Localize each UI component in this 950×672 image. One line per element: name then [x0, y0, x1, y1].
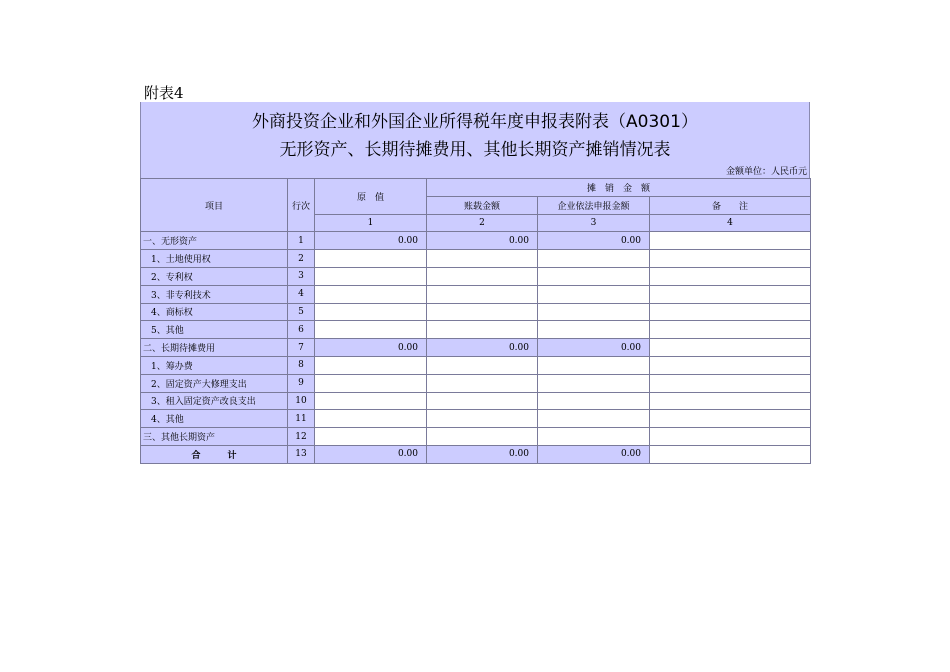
- header-amortization-amount: 摊 销 金 额: [427, 179, 811, 197]
- cell-col-4[interactable]: [650, 445, 811, 463]
- row-line-no: 5: [288, 303, 315, 321]
- cell-col-2[interactable]: [427, 267, 538, 285]
- header-col-3: 3: [538, 214, 650, 232]
- header-original-value: 原 值: [315, 179, 427, 215]
- cell-col-3[interactable]: [538, 374, 650, 392]
- cell-col-3[interactable]: [538, 267, 650, 285]
- cell-col-1[interactable]: [315, 392, 427, 410]
- cell-col-3[interactable]: [538, 356, 650, 374]
- row-line-no: 10: [288, 392, 315, 410]
- cell-col-2[interactable]: [427, 410, 538, 428]
- form-sheet: [140, 102, 810, 464]
- table-row: [141, 392, 811, 410]
- table-row: [141, 356, 811, 374]
- cell-col-4[interactable]: [650, 392, 811, 410]
- cell-col-3[interactable]: [538, 428, 650, 446]
- row-line-no: 1: [288, 232, 315, 250]
- table-row: [141, 250, 811, 268]
- amortization-table: [140, 178, 811, 464]
- cell-col-2: 0.00: [427, 232, 538, 250]
- header-col-1: 1: [315, 214, 427, 232]
- table-row: [141, 339, 811, 357]
- table-row: [141, 374, 811, 392]
- row-label: 一、无形资产: [141, 232, 288, 250]
- table-row: [141, 285, 811, 303]
- cell-col-1[interactable]: [315, 285, 427, 303]
- table-row: [141, 445, 811, 463]
- row-line-no: 8: [288, 356, 315, 374]
- form-subtitle: 无形资产、长期待摊费用、其他长期资产摊销情况表: [279, 140, 671, 160]
- header-remarks: 备 注: [650, 196, 811, 214]
- header-book-amount: 账载金额: [427, 196, 538, 214]
- cell-col-3[interactable]: [538, 321, 650, 339]
- header-tax-amount: 企业依法申报金额: [538, 196, 650, 214]
- cell-col-1[interactable]: [315, 356, 427, 374]
- title-block: [140, 102, 810, 178]
- table-row: [141, 232, 811, 250]
- row-line-no: 2: [288, 250, 315, 268]
- cell-col-1[interactable]: [315, 374, 427, 392]
- row-line-no: 9: [288, 374, 315, 392]
- row-line-no: 4: [288, 285, 315, 303]
- row-label: 1、筹办费: [141, 356, 288, 374]
- row-label: 4、其他: [141, 410, 288, 428]
- cell-col-4[interactable]: [650, 285, 811, 303]
- row-label: 2、专利权: [141, 267, 288, 285]
- cell-col-4[interactable]: [650, 410, 811, 428]
- cell-col-1[interactable]: [315, 428, 427, 446]
- row-label: 1、土地使用权: [141, 250, 288, 268]
- table-row: [141, 303, 811, 321]
- cell-col-3[interactable]: [538, 392, 650, 410]
- row-label: 3、租入固定资产改良支出: [141, 392, 288, 410]
- cell-col-2[interactable]: [427, 303, 538, 321]
- cell-col-4[interactable]: [650, 374, 811, 392]
- table-row: [141, 321, 811, 339]
- cell-col-2[interactable]: [427, 374, 538, 392]
- header-col-4: 4: [650, 214, 811, 232]
- cell-col-4[interactable]: [650, 321, 811, 339]
- cell-col-1[interactable]: [315, 410, 427, 428]
- cell-col-3[interactable]: [538, 303, 650, 321]
- row-label: 合 计: [141, 445, 288, 463]
- cell-col-3[interactable]: [538, 410, 650, 428]
- cell-col-1: 0.00: [315, 232, 427, 250]
- cell-col-3: 0.00: [538, 445, 650, 463]
- cell-col-3[interactable]: [538, 285, 650, 303]
- row-label: 2、固定资产大修理支出: [141, 374, 288, 392]
- cell-col-2[interactable]: [427, 321, 538, 339]
- row-label: 三、其他长期资产: [141, 428, 288, 446]
- row-label: 二、长期待摊费用: [141, 339, 288, 357]
- form-title: 外商投资企业和外国企业所得税年度申报表附表（A0301）: [252, 112, 698, 132]
- table-row: [141, 428, 811, 446]
- cell-col-4[interactable]: [650, 428, 811, 446]
- cell-col-1: 0.00: [315, 445, 427, 463]
- row-line-no: 13: [288, 445, 315, 463]
- cell-col-4[interactable]: [650, 356, 811, 374]
- cell-col-2: 0.00: [427, 445, 538, 463]
- cell-col-3: 0.00: [538, 339, 650, 357]
- attachment-label: 附表4: [144, 84, 184, 102]
- row-line-no: 11: [288, 410, 315, 428]
- row-label: 3、非专利技术: [141, 285, 288, 303]
- cell-col-2[interactable]: [427, 285, 538, 303]
- row-label: 4、商标权: [141, 303, 288, 321]
- cell-col-3[interactable]: [538, 250, 650, 268]
- row-line-no: 12: [288, 428, 315, 446]
- cell-col-3: 0.00: [538, 232, 650, 250]
- header-col-2: 2: [427, 214, 538, 232]
- cell-col-4[interactable]: [650, 303, 811, 321]
- cell-col-2: 0.00: [427, 339, 538, 357]
- cell-col-1[interactable]: [315, 250, 427, 268]
- cell-col-4[interactable]: [650, 267, 811, 285]
- cell-col-2[interactable]: [427, 250, 538, 268]
- cell-col-1[interactable]: [315, 267, 427, 285]
- row-line-no: 7: [288, 339, 315, 357]
- header-line-no: 行次: [288, 179, 315, 232]
- cell-col-2[interactable]: [427, 428, 538, 446]
- row-label: 5、其他: [141, 321, 288, 339]
- currency-unit: 金额单位：人民币元: [725, 167, 807, 177]
- cell-col-4[interactable]: [650, 232, 811, 250]
- cell-col-1[interactable]: [315, 303, 427, 321]
- table-row: [141, 410, 811, 428]
- cell-col-1: 0.00: [315, 339, 427, 357]
- row-line-no: 6: [288, 321, 315, 339]
- cell-col-1[interactable]: [315, 321, 427, 339]
- header-item: 项目: [141, 179, 288, 232]
- row-line-no: 3: [288, 267, 315, 285]
- cell-col-2[interactable]: [427, 392, 538, 410]
- cell-col-2[interactable]: [427, 356, 538, 374]
- cell-col-4[interactable]: [650, 250, 811, 268]
- table-row: [141, 267, 811, 285]
- cell-col-4[interactable]: [650, 339, 811, 357]
